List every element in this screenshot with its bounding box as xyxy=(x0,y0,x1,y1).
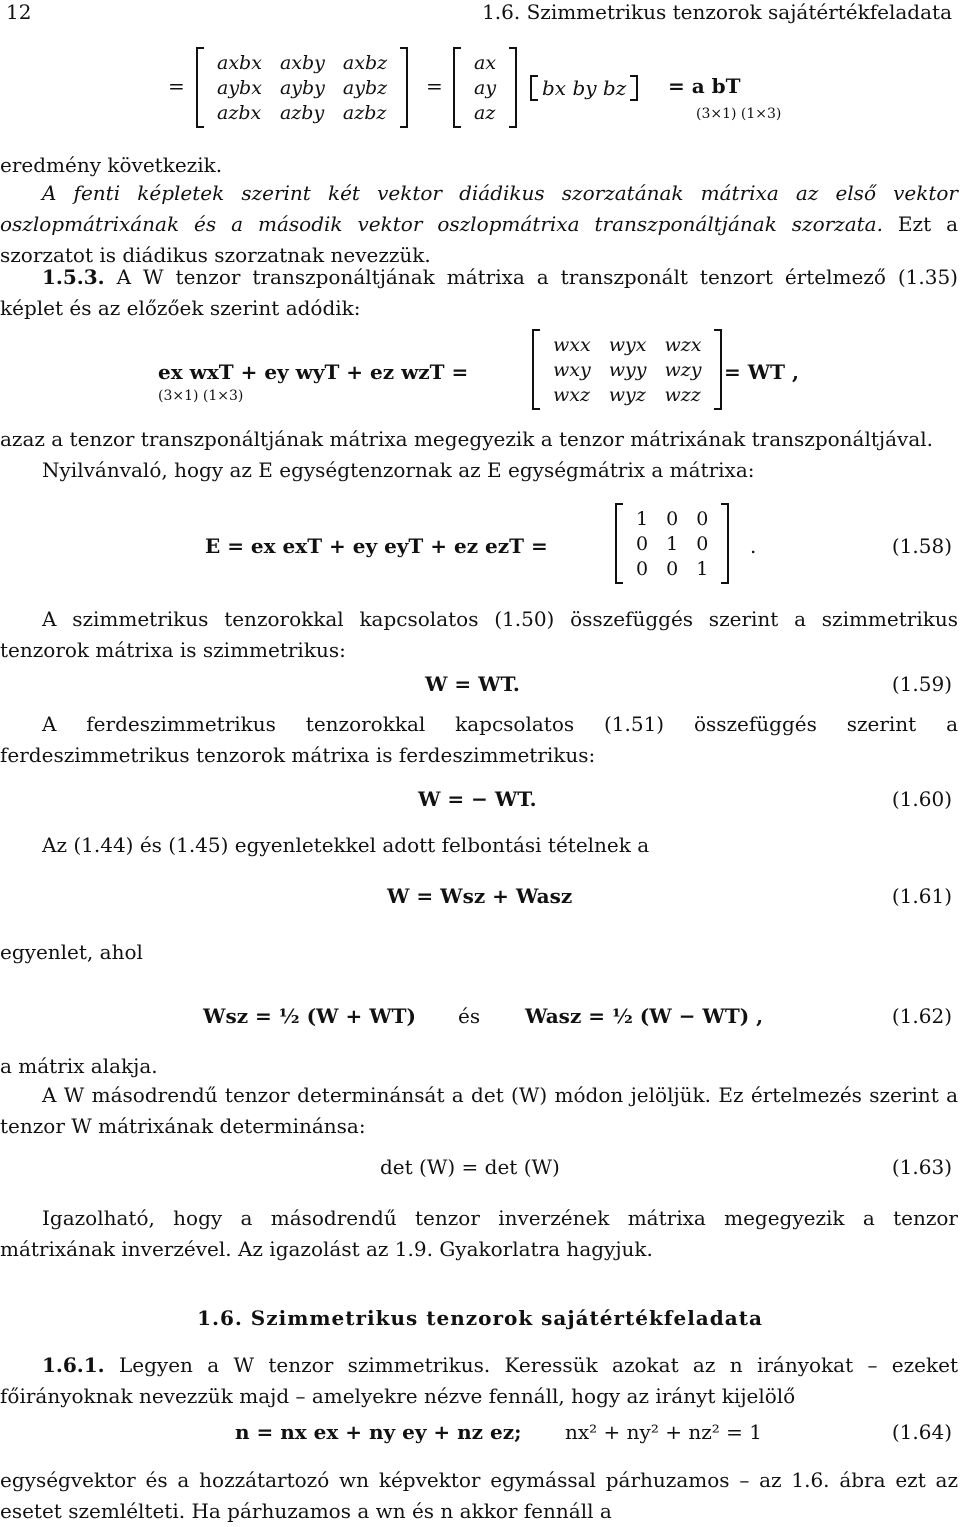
identity-equation: E = ex exT + ey eyT + ez ezT = 1 0 0 0 1 0 0 0 1 . xyxy=(205,502,765,592)
eq-164-right: nx² + ny² + nz² = 1 xyxy=(565,1420,762,1444)
para-13: 1.6.1. Legyen a W tenzor szimmetrikus. Keressük azokat az n irányokat – ezeket főirányoknak nevezzük majd – amelyekre nézve fennáll, hogy az irányt kijelölő xyxy=(0,1353,958,1408)
para-8: Az (1.44) és (1.45) egyenletekkel adott felbontási tételnek a xyxy=(42,833,650,857)
para-4: azaz a tenzor transzponáltjának mátrixa megegyezik a tenzor mátrixának transzponáltjával. xyxy=(0,427,934,451)
transpose-matrix: wxx wyx wzx wxy wyy wzy wxz wyz wzz xyxy=(532,330,722,409)
page-number: 12 xyxy=(6,0,32,24)
eq-163: det (W) = det (W) xyxy=(380,1155,560,1179)
para-7: A ferdeszimmetrikus tenzorokkal kapcsolatos (1.51) összefüggés szerint a ferdeszimmetrikus tenzorok mátrixa is ferdeszimmetrikus: xyxy=(0,712,958,767)
identity-lhs: E = ex exT + ey eyT + ez ezT = xyxy=(205,534,548,558)
running-header xyxy=(0,0,960,26)
identity-matrix: 1 0 0 0 1 0 0 0 1 xyxy=(615,504,729,583)
eq-162-right: Wasz = ½ (W − WT) , xyxy=(525,1004,764,1028)
eq-161: W = Wsz + Wasz xyxy=(387,884,573,908)
dyadic-equation: = axbx axby axbz aybx ayby aybz azbx azby azbz = ax ay az bx by bz = a bT (3×1) (1×3) xyxy=(168,44,948,144)
eq-number-159: (1.59) xyxy=(891,672,952,696)
transpose-equation xyxy=(158,330,858,420)
eq-number-162: (1.62) xyxy=(891,1004,952,1028)
eq-160: W = − WT. xyxy=(418,787,537,811)
dyad-result: = a bT xyxy=(668,74,741,98)
section-heading: 1.6. Szimmetrikus tenzorok sajátértékfeladata xyxy=(197,1306,763,1330)
para-1: eredmény következik. xyxy=(0,153,223,177)
para-5: Nyilvánvaló, hogy az E egységtenzornak az E egységmátrix a mátrixa: xyxy=(42,458,755,482)
para-10: a mátrix alakja. xyxy=(0,1054,158,1078)
eq-number-158: (1.58) xyxy=(891,534,952,558)
transpose-lhs: ex wxT + ey wyT + ez wzT = xyxy=(158,360,469,384)
para-9: egyenlet, ahol xyxy=(0,940,143,964)
para-12: Igazolható, hogy a másodrendű tenzor inverzének mátrixa megegyezik a tenzor mátrixának inverzével. Az igazolást az 1.9. Gyakorlatra hagyjuk. xyxy=(0,1206,958,1261)
eq-sign: = xyxy=(168,74,185,98)
dyad-matrix: axbx axby axbz aybx ayby aybz azbx azby azbz xyxy=(196,48,408,127)
column-vector: ax ay az xyxy=(453,48,517,127)
dyad-dims: (3×1) (1×3) xyxy=(696,106,782,122)
eq-number-161: (1.61) xyxy=(891,884,952,908)
eq-162-left: Wsz = ½ (W + WT) xyxy=(203,1004,416,1028)
eq-number-163: (1.63) xyxy=(891,1155,952,1179)
eq-162-and: és xyxy=(458,1004,481,1028)
row-vector: bx by bz xyxy=(530,76,638,100)
transpose-dims: (3×1) (1×3) xyxy=(158,388,244,404)
para-3: 1.5.3. A W tenzor transzponáltjának mátrixa a transzponált tenzort értelmező (1.35) képlet és az előzőek szerint adódik: xyxy=(0,265,958,320)
para-11: A W másodrendű tenzor determinánsát a det (W) módon jelöljük. Ez értelmezés szerint a tenzor W mátrixának determinánsa: xyxy=(0,1083,958,1138)
eq-number-160: (1.60) xyxy=(891,787,952,811)
eq-number-164: (1.64) xyxy=(891,1420,952,1444)
transpose-rhs: = WT , xyxy=(724,360,799,384)
para-2: A fenti képletek szerint két vektor diádikus szorzatának mátrixa az első vektor oszlopmátrixának és a második vektor oszlopmátrixa transzponáltjának szorzata. Ezt a szorzatot is diádikus szorzatnak nevezzük. xyxy=(0,181,958,267)
eq-164-left: n = nx ex + ny ey + nz ez; xyxy=(235,1420,522,1444)
running-title: 1.6. Szimmetrikus tenzorok sajátértékfeladata xyxy=(482,0,952,24)
para-14: egységvektor és a hozzátartozó wn képvektor egymással párhuzamos – az 1.6. ábra ezt az esetet szemlélteti. Ha párhuzamos a wn és n akkor fennáll a xyxy=(0,1468,958,1523)
para-6: A szimmetrikus tenzorokkal kapcsolatos (1.50) összefüggés szerint a szimmetrikus tenzorok mátrixa is szimmetrikus: xyxy=(0,607,958,662)
eq-159: W = WT. xyxy=(425,672,520,696)
